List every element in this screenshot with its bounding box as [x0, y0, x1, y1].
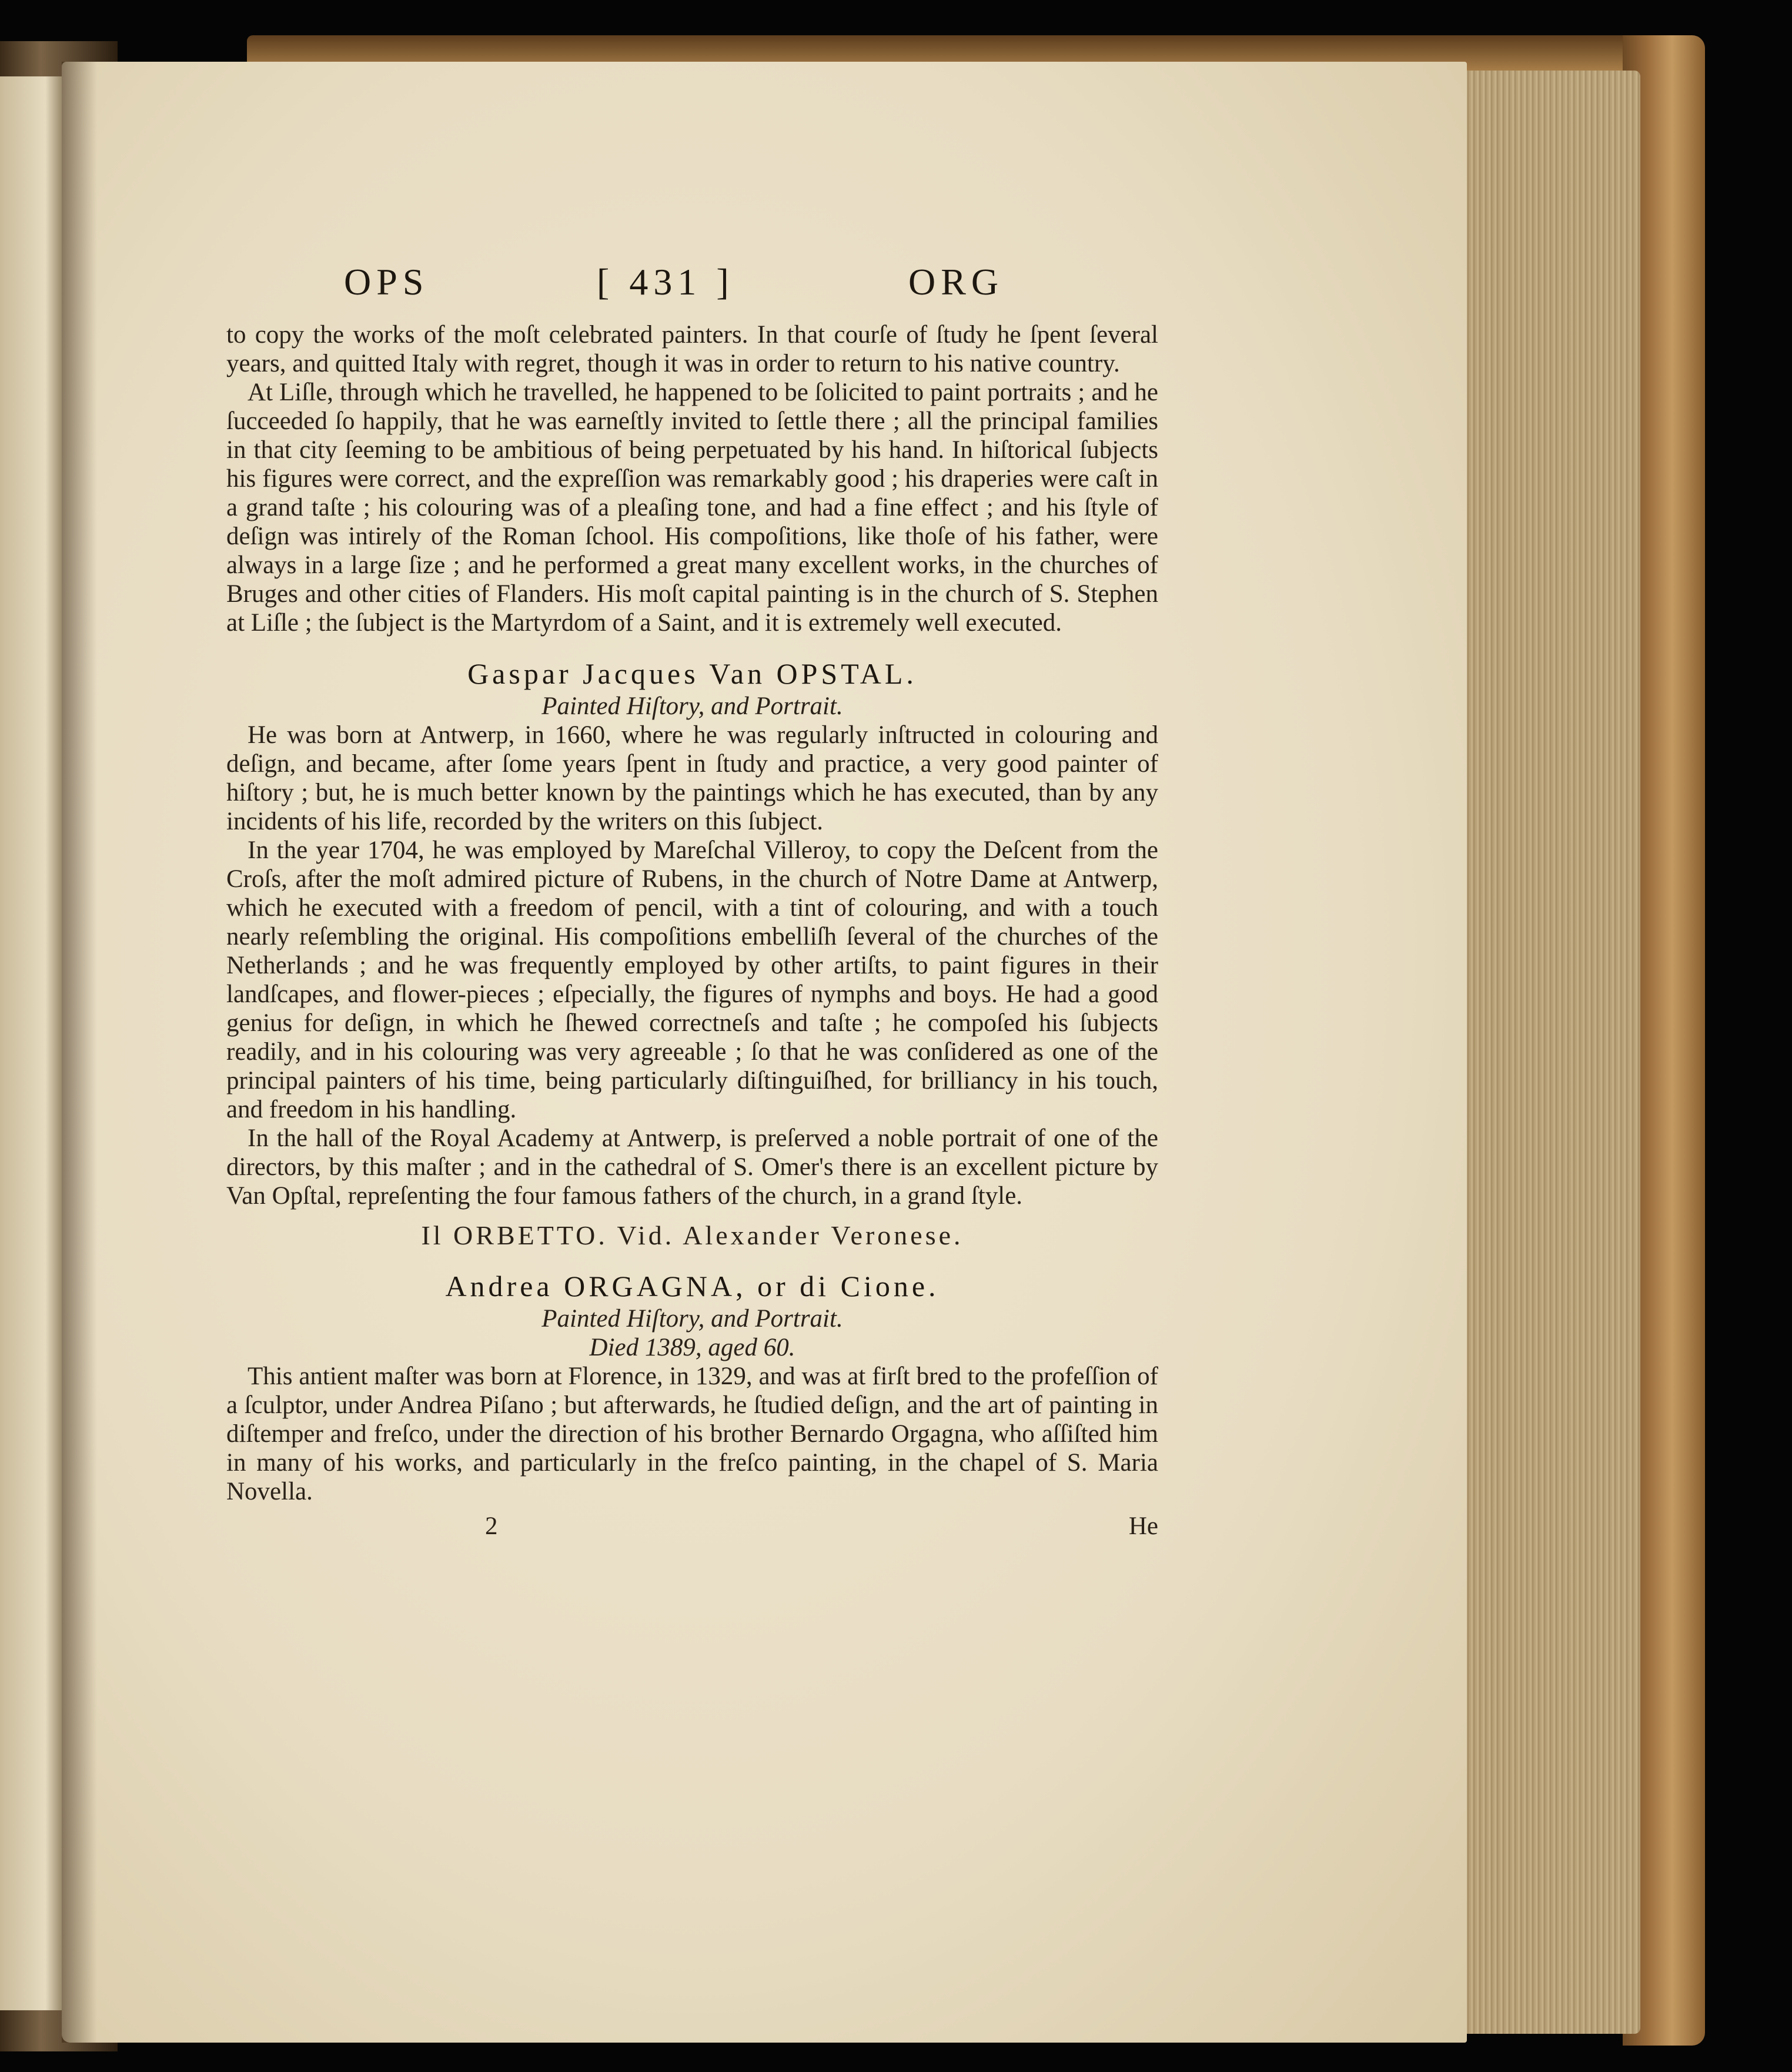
opstal-paragraph-3: In the hall of the Royal Academy at Antwerp, is preſerved a noble portrait of one of the directors, by this maſter ; and in the cathedral of S. Omer's there is an excellent picture by Van Opſtal, repreſenting the four famous fathers of the church, in a grand ſtyle.: [226, 1124, 1158, 1210]
gutter-fold: [62, 62, 97, 2043]
continuation-paragraph-1: to copy the works of the moſt celebrated painters. In that courſe of ſtudy he ſpent ſeveral years, and quitted Italy with regret, though it was in order to return to his native country.: [226, 321, 1158, 377]
entry-title-opstal: Gaspar Jacques Van OPSTAL.: [467, 657, 917, 690]
running-head-left: OPS: [344, 261, 429, 303]
entry-died-orgagna: Died 1389, aged 60.: [589, 1334, 795, 1361]
running-head: [226, 261, 1158, 320]
cross-reference-orbetto: Il ORBETTO. Vid. Alexander Veronese.: [421, 1220, 964, 1250]
page-footer: [226, 1512, 1158, 1547]
page-text: [226, 261, 1158, 1547]
entry-title-orgagna: Andrea ORGAGNA, or di Cione.: [445, 1270, 940, 1303]
opstal-paragraph-2: In the year 1704, he was employed by Mareſchal Villeroy, to copy the Deſcent from the Croſs, after the moſt admired picture of Rubens, in the church of Notre Dame at Antwerp, which he executed with a freedom of pencil, with a tint of colouring, and with a touch nearly reſembling the original. His compoſitions embelliſh ſeveral of the churches of the Netherlands ; and he was frequently employed by other artiſts, to paint figures in their landſcapes, and flower-pieces ; eſpecially, the figures of nymphs and boys. He had a good genius for deſign, in which he ſhewed correctneſs and taſte ; he compoſed his ſubjects readily, and in his colouring was very agreeable ; ſo that he was conſidered as one of the principal painters of his time, being particularly diſtinguiſhed, for brilliancy in his touch, and freedom in his handling.: [226, 836, 1158, 1123]
opstal-paragraph-1: He was born at Antwerp, in 1660, where he was regularly inſtructed in colouring and deſign, and became, after ſome years ſpent in ſtudy and practice, a very good painter of hiſtory ; but, he is much better known by the paintings which he has executed, than by any incidents of his life, recorded by the writers on this ſubject.: [226, 721, 1158, 835]
continuation-paragraph-2: At Liſle, through which he travelled, he happened to be ſolicited to paint portraits ; and he ſucceeded ſo happily, that he was earneſtly invited to ſettle there ; all the principal families in that city ſeeming to be ambitious of being perpetuated by his hand. In hiſtorical ſubjects his figures were correct, and the expreſſion was remarkably good ; his draperies were caſt in a grand taſte ; his colouring was of a pleaſing tone, and had a fine effect ; and his ſtyle of deſign was intirely of the Roman ſchool. His compoſitions, like thoſe of his father, were always in a large ſize ; and he performed a great many excellent works, in the churches of Bruges and other cities of Flanders. His moſt capital painting is in the church of S. Stephen at Liſle ; the ſubject is the Martyrdom of a Saint, and it is extremely well executed.: [226, 379, 1158, 637]
running-head-right: ORG: [908, 261, 1004, 303]
page-fore-edge: [1452, 71, 1640, 2034]
catchword: He: [1128, 1512, 1158, 1540]
signature-mark: 2: [485, 1512, 498, 1540]
page-number: [ 431 ]: [597, 261, 734, 303]
entry-subtitle-opstal: Painted Hiſtory, and Portrait.: [541, 692, 843, 720]
entry-subtitle-orgagna: Painted Hiſtory, and Portrait.: [541, 1305, 843, 1333]
left-page-edge: [0, 76, 65, 2010]
orgagna-paragraph-1: This antient maſter was born at Florence, in 1329, and was at firſt bred to the profeſſion of a ſculptor, under Andrea Piſano ; but afterwards, he ſtudied deſign, and the art of painting in diſtemper and freſco, under the direction of his brother Bernardo Orgagna, who aſſiſted him in many of his works, and particularly in the freſco painting, in the chapel of S. Maria Novella.: [226, 1363, 1158, 1505]
